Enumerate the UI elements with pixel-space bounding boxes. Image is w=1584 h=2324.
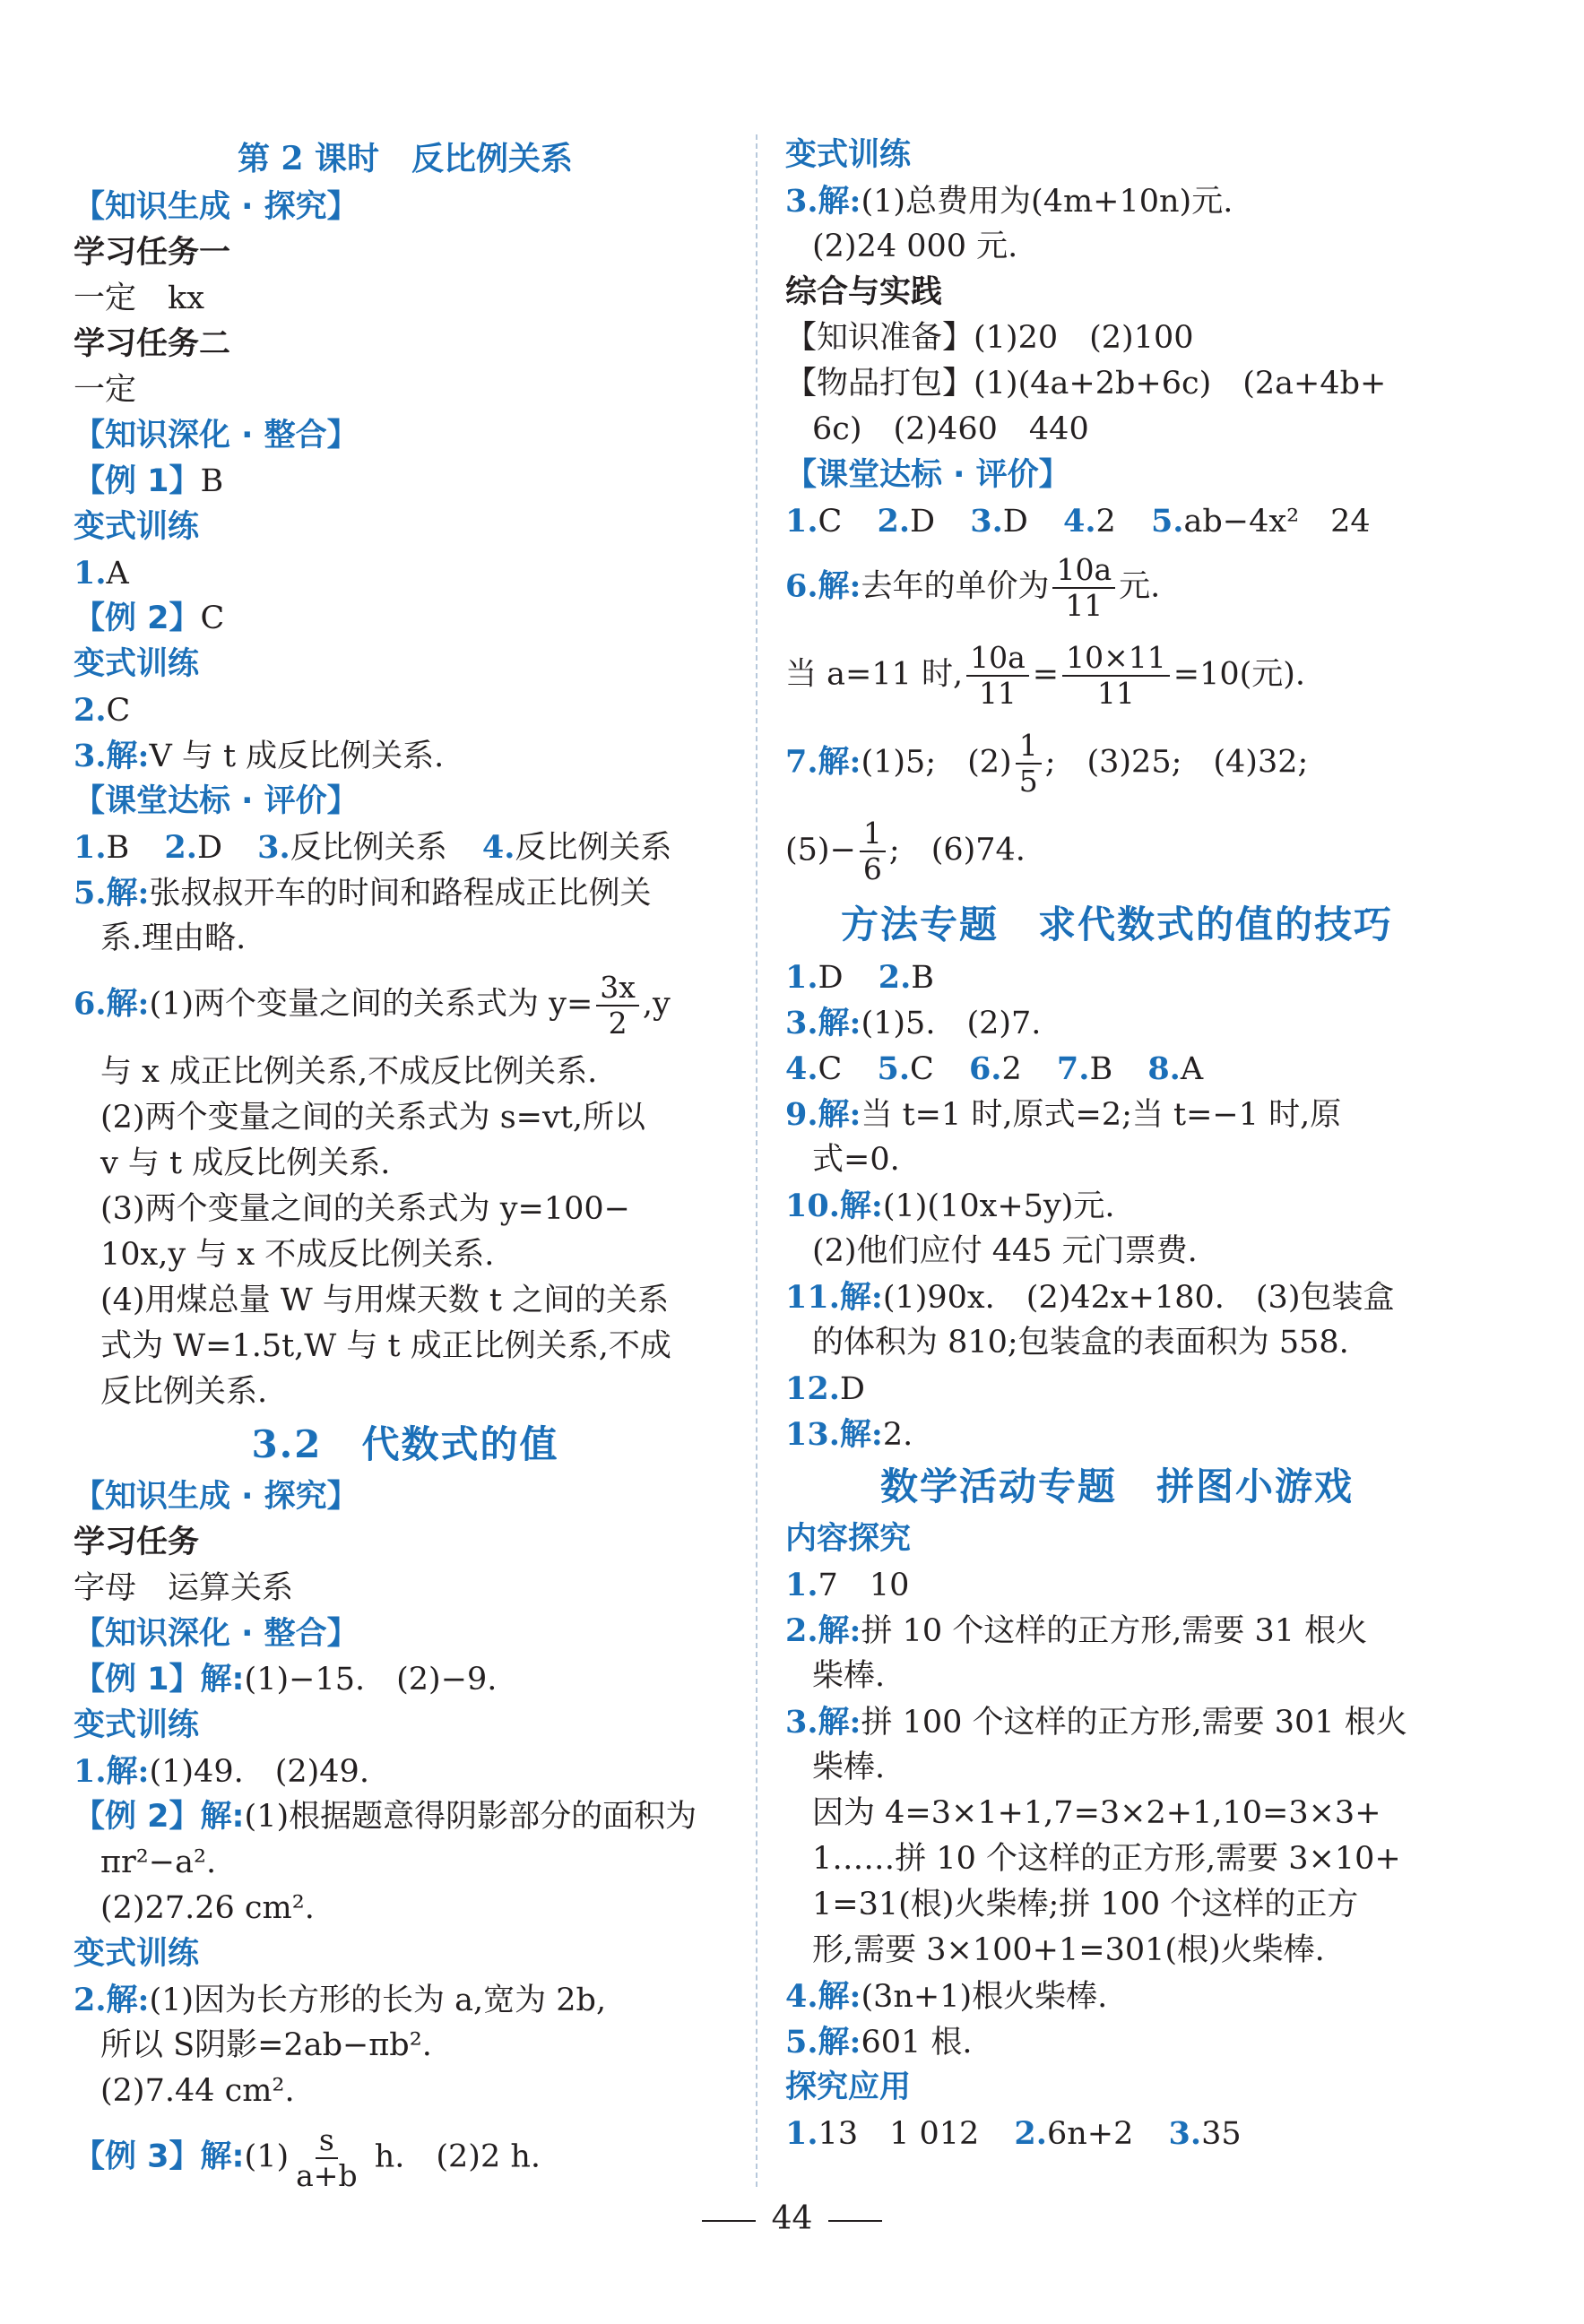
- answer-line: 形,需要 3×100+1=301(根)火柴棒.: [812, 1932, 1325, 1968]
- answer-line: 9.解:当 t=1 时,原式=2;当 t=−1 时,原: [785, 1096, 1342, 1133]
- example-answer: 【例 2】C: [74, 600, 225, 636]
- practice-heading: 变式训练: [785, 137, 912, 173]
- section-heading: 【知识深化 · 整合】: [74, 1616, 359, 1652]
- answer-line: (4)用煤总量 W 与用煤天数 t 之间的关系: [100, 1283, 670, 1318]
- section-heading: 【知识生成 · 探究】: [74, 1479, 359, 1515]
- answer-line: (2)7.44 cm².: [100, 2073, 295, 2109]
- column-divider: [756, 134, 757, 2187]
- answer-line: 因为 4=3×1+1,7=3×2+1,10=3×3+: [812, 1795, 1381, 1831]
- fraction: $\frac{10a}{11}$: [1052, 553, 1115, 623]
- answer-line: 与 x 成正比例关系,不成反比例关系.: [100, 1054, 598, 1090]
- answer-line: 1……拼 10 个这样的正方形,需要 3×10+: [812, 1841, 1401, 1877]
- fraction: $\frac{3x}{2}$: [596, 971, 639, 1041]
- answer-line: 式为 W=1.5t,W 与 t 成正比例关系,不成: [100, 1328, 671, 1364]
- answer-line: 1.D 2.B: [785, 959, 935, 996]
- answer-line: 式=0.: [812, 1142, 900, 1178]
- fraction: $\frac{1}{5}$: [1016, 729, 1042, 799]
- topic-title: 方法专题 求代数式的值的技巧: [840, 903, 1393, 946]
- answer-line: 3.解:(1)5. (2)7.: [785, 1005, 1042, 1041]
- practice-heading: 变式训练: [74, 1707, 200, 1743]
- answer-line: 一定 kx: [74, 281, 204, 316]
- answer-line: 2.解:(1)因为长方形的长为 a,宽为 2b,: [74, 1982, 607, 2018]
- answer-line: 当 a=11 时, $\frac{10a}{11}$ = $\frac{10\times 11}{11}$ =10(元).: [785, 640, 1306, 711]
- left-column: [74, 133, 737, 2202]
- answer-line: 所以 S阴影=2ab−πb².: [100, 2027, 432, 2063]
- example-answer: 【例 1】解:(1)−15. (2)−9.: [74, 1662, 498, 1698]
- answer-line: 1.B 2.D 3.反比例关系 4.反比例关系: [74, 829, 672, 866]
- answer-line: 柴棒.: [812, 1749, 886, 1785]
- practice-heading: 内容探究: [785, 1521, 912, 1557]
- topic-title: 数学活动专题 拼图小游戏: [879, 1464, 1354, 1508]
- answer-line: (2)两个变量之间的关系式为 s=vt,所以: [100, 1100, 645, 1136]
- answer-line: 2.解:拼 10 个这样的正方形,需要 31 根火: [785, 1612, 1368, 1649]
- answer-line: 11.解:(1)90x. (2)42x+180. (3)包装盒: [785, 1279, 1395, 1316]
- answer-line: 3.解:V 与 t 成反比例关系.: [74, 738, 445, 774]
- fraction: $\frac{s}{a+b}$: [296, 2122, 358, 2193]
- task-heading: 学习任务: [74, 1525, 200, 1560]
- answer-line: 12.D: [785, 1370, 865, 1407]
- answer-line: 1.A: [74, 555, 129, 592]
- page-number: 44: [771, 2200, 813, 2237]
- chapter-title: 3.2 代数式的值: [251, 1422, 559, 1466]
- example-answer: 【例 3】解:(1) $\frac{s}{a+b}$ h. (2)2 h.: [74, 2122, 541, 2193]
- example-answer: 【例 2】解:(1)根据题意得阴影部分的面积为: [74, 1799, 697, 1835]
- footer-dash: [702, 2220, 756, 2222]
- answer-line: v 与 t 成反比例关系.: [100, 1145, 391, 1181]
- example-answer: 【例 1】B: [74, 463, 224, 499]
- fraction: $\frac{10a}{11}$: [966, 641, 1029, 711]
- answer-line: 系.理由略.: [100, 920, 247, 956]
- section-heading: 【课堂达标 · 评价】: [785, 457, 1070, 493]
- answer-line: 7.解:(1)5; (2) $\frac{1}{5}$ ; (3)25; (4)32;: [785, 728, 1309, 799]
- section-heading: 【知识生成 · 探究】: [74, 189, 359, 225]
- answer-line: 10.解:(1)(10x+5y)元.: [785, 1188, 1115, 1224]
- answer-line: 的体积为 810;包装盒的表面积为 558.: [812, 1325, 1349, 1361]
- practice-heading: 变式训练: [74, 646, 200, 682]
- section-heading: 【课堂达标 · 评价】: [74, 783, 359, 819]
- fraction: $\frac{10\times 11}{11}$: [1062, 641, 1170, 711]
- answer-line: 2.C: [74, 692, 131, 729]
- page-footer: [0, 2200, 1584, 2237]
- answer-line: (5)− $\frac{1}{6}$ ; (6)74.: [785, 816, 1026, 886]
- task-heading: 综合与实践: [785, 274, 943, 310]
- answer-line: 【知识准备】(1)20 (2)100: [785, 320, 1194, 356]
- answer-line: 1=31(根)火柴棒;拼 100 个这样的正方: [812, 1887, 1359, 1922]
- answer-line: 3.解:拼 100 个这样的正方形,需要 301 根火: [785, 1704, 1407, 1741]
- answer-line: 6.解:去年的单价为 $\frac{10a}{11}$ 元.: [785, 552, 1161, 623]
- answer-line: 1.13 1 012 2.6n+2 3.35: [785, 2115, 1242, 2152]
- answer-line: 4.C 5.C 6.2 7.B 8.A: [785, 1050, 1204, 1087]
- answer-line: 【物品打包】(1)(4a+2b+6c) (2a+4b+: [785, 366, 1387, 402]
- answer-line: 1.解:(1)49. (2)49.: [74, 1753, 369, 1790]
- practice-heading: 变式训练: [74, 1936, 200, 1972]
- answer-line: 1.7 10: [785, 1567, 910, 1603]
- practice-heading: 变式训练: [74, 509, 200, 545]
- answer-line: 4.解:(3n+1)根火柴棒.: [785, 1978, 1108, 2015]
- answer-line: 柴棒.: [812, 1658, 886, 1694]
- answer-line: 反比例关系.: [100, 1374, 268, 1410]
- practice-heading: 探究应用: [785, 2069, 912, 2105]
- answer-line: (2)27.26 cm².: [100, 1890, 315, 1926]
- answer-line: 5.解:张叔叔开车的时间和路程成正比例关: [74, 875, 652, 911]
- right-column: [785, 133, 1449, 2156]
- answer-line: (3)两个变量之间的关系式为 y=100−: [100, 1191, 630, 1227]
- task-heading: 学习任务一: [74, 235, 231, 271]
- answer-line: 5.解:601 根.: [785, 2024, 973, 2060]
- answer-line: 1.C 2.D 3.D 4.2 5.ab−4x² 24: [785, 503, 1371, 540]
- answer-line: 6c) (2)460 440: [812, 411, 1089, 447]
- answer-line: 13.解:2.: [785, 1416, 913, 1453]
- answer-line: 6.解:(1)两个变量之间的关系式为 y= $\frac{3x}{2}$ ,y: [74, 970, 671, 1041]
- answer-line: (2)他们应付 445 元门票费.: [812, 1233, 1198, 1269]
- answer-line: 字母 运算关系: [74, 1570, 294, 1606]
- answer-line: 一定: [74, 372, 137, 408]
- footer-dash: [828, 2220, 882, 2222]
- answer-line: 3.解:(1)总费用为(4m+10n)元.: [785, 183, 1233, 220]
- answer-line: (2)24 000 元.: [812, 229, 1018, 264]
- fraction: $\frac{1}{6}$: [860, 816, 886, 886]
- task-heading: 学习任务二: [74, 326, 231, 362]
- lesson-title: 第 2 课时 反比例关系: [237, 140, 574, 177]
- answer-line: 10x,y 与 x 不成反比例关系.: [100, 1237, 495, 1273]
- section-heading: 【知识深化 · 整合】: [74, 418, 359, 454]
- answer-line: πr²−a².: [100, 1845, 217, 1880]
